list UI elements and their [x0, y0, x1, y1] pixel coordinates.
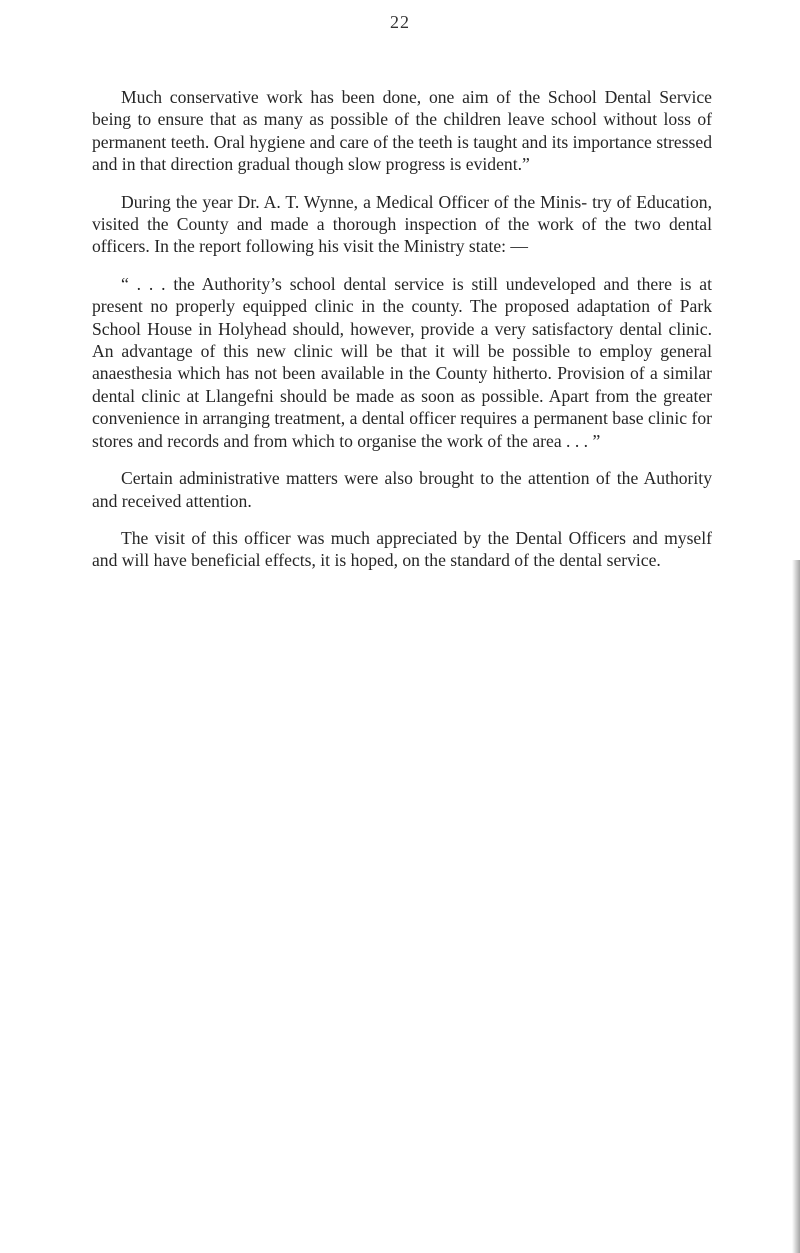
paragraph-visit-appreciated: The visit of this officer was much appreciated by the Dental Officers and myself and will have beneficial effects, it is hoped, on the standard of the dental service.	[92, 527, 712, 571]
page-edge-shadow	[792, 560, 800, 1253]
paragraph-conservative-work: Much conservative work has been done, one aim of the School Dental Service being to ensure that as many as possible of the children leave school without loss of permanent teeth. Oral hygiene and care of the teeth is taught and its importance stressed and in that direction gradual though slow progress is evident.”	[92, 87, 712, 175]
paragraph-ministry-report-quote: “ . . . the Authority’s school dental service is still undeveloped and there is at present no properly equipped clinic in the county. The proposed adaptation of Park School House in Holyhead should, however, provide a very satisfactory dental clinic. An advantage of this new clinic will be that it will be possible to employ general anaesthesia which has not been available in the County hitherto. Provision of a similar dental clinic at Llangefni should be made as soon as possible. Apart from the greater convenience in arranging treatment, a dental officer requires a permanent base clinic for stores and records and from which to organise the work of the area . . . ”	[92, 273, 712, 451]
page-number: 22	[390, 12, 410, 32]
paragraph-administrative-matters: Certain administrative matters were also brought to the attention of the Authority and received attention.	[92, 468, 712, 511]
document-body	[92, 86, 712, 587]
paragraph-ministry-visit: During the year Dr. A. T. Wynne, a Medical Officer of the Minis- try of Education, visited the County and made a thorough inspection of the work of the two dental officers. In the report following his visit the Ministry state: —	[92, 191, 712, 257]
